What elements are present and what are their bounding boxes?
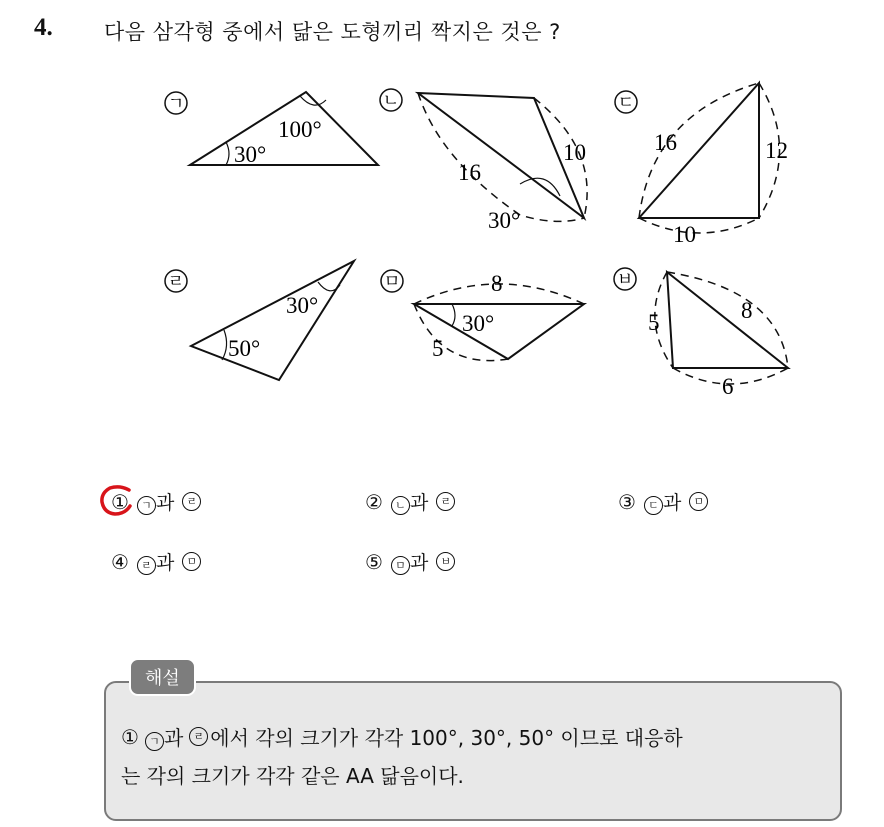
- solution-number: ①: [121, 724, 139, 749]
- figure-b-side-1: 16: [458, 160, 481, 185]
- figure-e-angle: 30°: [462, 311, 495, 336]
- choice-2-connector: 과: [409, 492, 429, 514]
- choice-3[interactable]: [618, 488, 708, 515]
- choice-2-first: ㄴ: [391, 496, 410, 515]
- choice-2-number: ②: [365, 489, 383, 514]
- choice-1-number: ①: [111, 489, 129, 514]
- choice-5-first: ㅁ: [391, 556, 410, 575]
- solution-tag: 해설: [129, 658, 196, 696]
- figure-f-side-3: 6: [722, 374, 734, 399]
- solution-text-1: 에서 각의 크기가 각각 100°, 30°, 50° 이므로 대응하: [210, 726, 683, 750]
- figure-b-angle: 30°: [488, 208, 521, 233]
- figure-a: [165, 92, 378, 167]
- figure-d-angle-2: 30°: [286, 293, 319, 318]
- choice-2[interactable]: [365, 488, 455, 515]
- choice-4-first: ㄹ: [137, 556, 156, 575]
- figure-f: [614, 268, 788, 399]
- choice-4-second: ㅁ: [182, 552, 201, 571]
- figure-f-side-1: 5: [648, 310, 660, 335]
- solution-line-2: 는 각의 크기가 각각 같은 AA 닮음이다.: [121, 764, 464, 788]
- figure-e-label: ㅁ: [383, 272, 401, 292]
- figure-a-label: ㄱ: [167, 94, 185, 114]
- figure-b: [380, 89, 587, 233]
- solution-second: ㄹ: [189, 727, 208, 746]
- figure-b-side-2: 10: [563, 140, 586, 165]
- choice-1-first: ㄱ: [137, 496, 156, 515]
- choice-3-connector: 과: [662, 492, 682, 514]
- question-number: 4.: [34, 14, 53, 41]
- figure-b-label: ㄴ: [382, 91, 400, 111]
- figure-e-side-1: 8: [491, 271, 503, 296]
- figure-c-side-3: 10: [673, 222, 696, 247]
- choice-3-number: ③: [618, 489, 636, 514]
- figure-c: [615, 83, 788, 247]
- choice-1-second: ㄹ: [182, 492, 201, 511]
- choice-5[interactable]: [365, 548, 455, 575]
- figure-a-angle-2: 100°: [278, 117, 322, 142]
- choice-4-connector: 과: [155, 552, 175, 574]
- solution-first: ㄱ: [145, 732, 164, 751]
- figure-e-side-2: 5: [432, 336, 444, 361]
- figure-f-label: ㅂ: [616, 270, 634, 290]
- solution-box: [104, 681, 842, 821]
- figure-a-angle-1: 30°: [234, 142, 267, 167]
- choice-4-number: ④: [111, 549, 129, 574]
- choice-2-second: ㄹ: [436, 492, 455, 511]
- choice-4[interactable]: [111, 548, 201, 575]
- choice-1[interactable]: [111, 488, 201, 515]
- choice-3-second: ㅁ: [689, 492, 708, 511]
- solution-connector: 과: [163, 726, 184, 750]
- choice-5-second: ㅂ: [436, 552, 455, 571]
- figure-d-angle-1: 50°: [228, 336, 261, 361]
- figure-d: [165, 261, 354, 380]
- figure-c-side-2: 12: [765, 138, 788, 163]
- figure-d-label: ㄹ: [167, 272, 185, 292]
- question-text: 다음 삼각형 중에서 닮은 도형끼리 짝지은 것은 ?: [104, 20, 561, 44]
- figure-c-side-1: 16: [654, 130, 677, 155]
- choice-5-number: ⑤: [365, 549, 383, 574]
- solution-line-1: [121, 722, 683, 751]
- figure-c-label: ㄷ: [617, 93, 635, 113]
- choice-3-first: ㄷ: [644, 496, 663, 515]
- choice-5-connector: 과: [409, 552, 429, 574]
- figure-e: [381, 270, 584, 361]
- figure-f-side-2: 8: [741, 298, 753, 323]
- choice-1-connector: 과: [155, 492, 175, 514]
